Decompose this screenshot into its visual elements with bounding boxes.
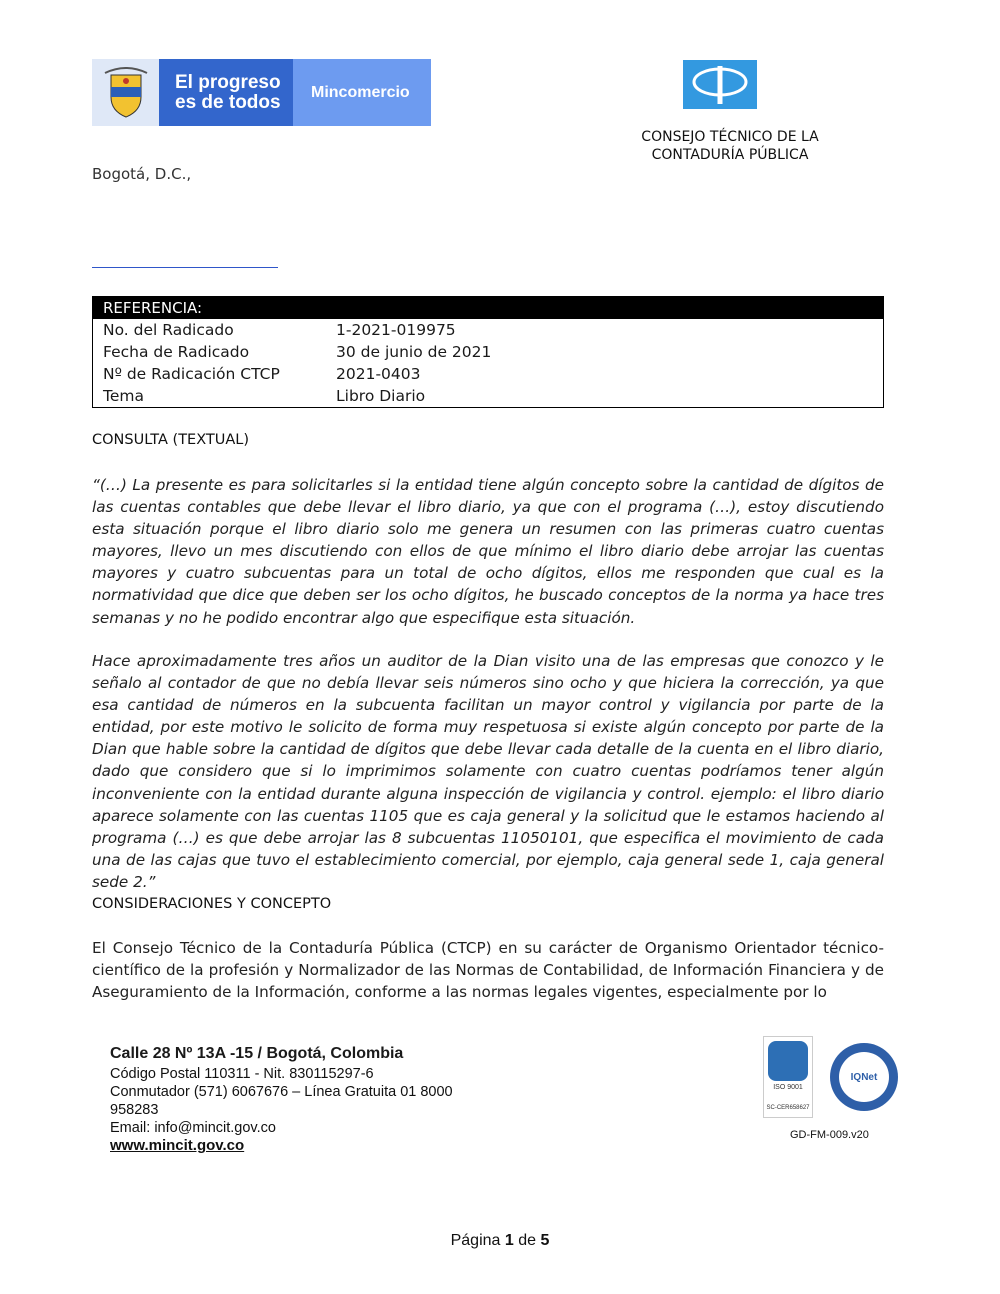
page-of: de [518,1232,537,1249]
reference-value: 30 de junio de 2021 [336,343,492,361]
icontec-logo-icon [768,1041,808,1081]
consulta-paragraph-2: Hace aproximadamente tres años un auditor de la Dian visito una de las empresas que conozco y le señalo al contador de que no debía llevar seis números sino ocho y que hiciera la corrección, ya que esa cantidad de números en la subcuenta facilitan un mayor control y vigilancia por parte de la entidad, por este motivo le solicito de forma muy respetuosa si existe algún concepto por parte de la Dian que hable sobre la cantidad de dígitos que debe llevar cada detalle de la cuenta en el libro diario, dado que considero que si lo imprimimos solamente con cuatro cuentas podríamos tener algún inconveniente con la entidad durante alguna inspección de vigilancia y control. ejemplo: el libro diario aparece solamente con las cuentas 1105 que es caja general y la solicitud que le estamos haciendo al programa (…) es que debe arrojar las 8 subcuentas 11050101, que especifica el movimiento de cada una de las cajas que tuvo el establecimiento comercial, por ejemplo, caja general sede 1, caja general sede 2.” [92,652,884,891]
cert-code-label: SC-CER658627 [766,1105,810,1111]
reference-value: 1-2021-019975 [336,321,456,339]
ctcp-logo-icon [683,60,757,109]
page-number [0,1232,1000,1250]
reference-title: REFERENCIA: [93,297,883,319]
reference-value: Libro Diario [336,387,426,405]
reference-row [103,363,421,385]
iqnet-certification-icon [830,1043,898,1111]
footer-phone-line2: 958283 [110,1102,159,1118]
cert-iso-label: ISO 9001 [773,1084,803,1091]
gov-slogan [159,59,293,126]
footer-website-link[interactable]: www.mincit.gov.co [110,1137,245,1154]
consideraciones-heading: CONSIDERACIONES Y CONCEPTO [92,896,332,912]
gov-slogan-line1: El progreso [175,71,281,93]
footer-address: Calle 28 Nº 13A -15 / Bogotá, Colombia [110,1045,404,1062]
page-total: 5 [540,1232,550,1249]
reference-value: 2021-0403 [336,365,421,383]
form-code: GD-FM-009.v20 [790,1129,869,1141]
page-label: Página [450,1232,501,1249]
reference-label: No. del Radicado [103,321,234,339]
footer-postal: Código Postal 110311 - Nit. 830115297-6 [110,1066,374,1082]
reference-row [103,319,456,341]
letter-city: Bogotá, D.C., [92,165,192,183]
reference-table [92,296,884,408]
org-name [620,128,840,164]
page-current: 1 [504,1232,514,1249]
reference-label: Nº de Radicación CTCP [103,365,280,383]
ministry-name: Mincomercio [293,59,431,126]
addressee-underline [92,267,278,268]
org-name-line2: CONTADURÍA PÚBLICA [651,147,809,163]
iqnet-label: IQNet [839,1052,889,1102]
consideraciones-paragraph: El Consejo Técnico de la Contaduría Pública (CTCP) en su carácter de Organismo Orientador técnico-científico de la profesión y Normalizador de las Normas de Contabilidad, de Información Financiera y de Aseguramiento de la Información, conforme a las normas legales vigentes, especialmente por lo [92,939,884,1002]
icontec-certification [763,1036,813,1118]
consulta-paragraph-1: “(…) La presente es para solicitarles si la entidad tiene algún concepto sobre la cantidad de dígitos de las cuentas contables que debe llevar el libro diario, ya que con el programa (…), estoy discutiendo esta situación porque el libro diario solo me genera un resumen con las primeras cuatro cuentas mayores, llevo un mes discutiendo con ellos de que mínimo el libro diario debe arrojar las cuentas mayores y cuatro subcuentas para un total de ocho dígitos, ellos me responden que cual es la normatividad que dice que deben ser los ocho dígitos, he buscado conceptos de la norma ya hace tres semanas y no he podido encontrar algo que especifique esta situación. [92,476,884,627]
org-name-line1: CONSEJO TÉCNICO DE LA [641,129,819,145]
gov-slogan-line2: es de todos [175,91,281,113]
gov-logo-banner [92,59,431,126]
footer-email: Email: info@mincit.gov.co [110,1120,276,1136]
reference-label: Fecha de Radicado [103,343,250,361]
reference-row [103,341,491,363]
consulta-heading: CONSULTA (TEXTUAL) [92,432,250,448]
reference-row [103,385,425,407]
coat-of-arms-icon [92,59,159,126]
footer-phone-line1: Conmutador (571) 6067676 – Línea Gratuita 01 8000 [110,1084,453,1100]
reference-label: Tema [103,387,144,405]
